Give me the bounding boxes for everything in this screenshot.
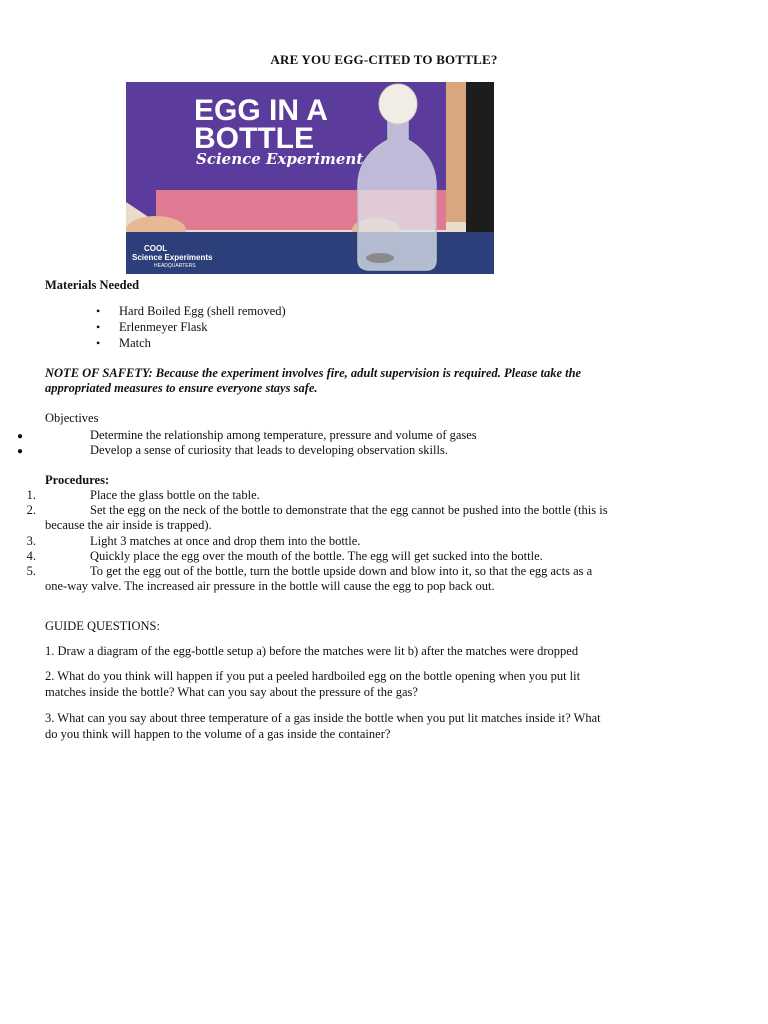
procedure-number: 4. <box>26 549 36 563</box>
safety-note-line1: NOTE OF SAFETY: Because the experiment involves fire, adult supervision is required. Please take the <box>45 366 582 380</box>
safety-note-line2: appropriated measures to ensure everyone stays safe. <box>45 381 318 395</box>
procedure-step: Quickly place the egg over the mouth of the bottle. The egg will get sucked into the bottle. <box>90 549 543 563</box>
material-item: Hard Boiled Egg (shell removed) <box>119 304 286 318</box>
bullet-icon: ● <box>17 446 24 457</box>
material-item: Erlenmeyer Flask <box>119 320 208 334</box>
procedure-number: 5. <box>26 564 36 578</box>
procedure-number: 3. <box>26 534 36 548</box>
guide-questions-heading: GUIDE QUESTIONS: <box>45 619 160 633</box>
bullet-icon: • <box>96 320 101 334</box>
bullet-icon: ● <box>17 431 24 442</box>
objective-item: Develop a sense of curiosity that leads to developing observation skills. <box>90 443 448 457</box>
guide-question-2-line2: matches inside the bottle? What can you say about the pressure of the gas? <box>45 685 418 699</box>
procedure-step-continued: because the air inside is trapped). <box>45 518 212 532</box>
logo-line2: Science Experiments <box>132 253 213 262</box>
hero-heading-line1: EGG IN A <box>194 94 328 127</box>
procedures-heading: Procedures: <box>45 473 110 487</box>
logo-line3: HEADQUARTERS <box>154 263 196 269</box>
guide-question-3-line2: do you think will happen to the volume of a gas inside the container? <box>45 727 391 741</box>
bullet-icon: • <box>96 336 101 350</box>
hero-subheading: Science Experiment <box>196 150 364 168</box>
procedure-number: 1. <box>26 488 36 502</box>
page-title: ARE YOU EGG-CITED TO BOTTLE? <box>270 52 498 67</box>
logo-line1: COOL <box>144 244 168 253</box>
hero-heading-line2: BOTTLE <box>194 122 314 155</box>
bullet-icon: • <box>96 304 101 318</box>
procedure-step: Light 3 matches at once and drop them into the bottle. <box>90 534 361 548</box>
cool-logo <box>132 244 212 271</box>
procedure-step: Place the glass bottle on the table. <box>90 488 260 502</box>
procedure-step: To get the egg out of the bottle, turn the bottle upside down and blow into it, so that the egg acts as a <box>90 564 593 578</box>
material-item: Match <box>119 336 151 350</box>
guide-question-1: 1. Draw a diagram of the egg-bottle setup a) before the matches were lit b) after the matches were dropped <box>45 644 579 658</box>
guide-question-2-line1: 2. What do you think will happen if you put a peeled hardboiled egg on the bottle opening when you put lit <box>45 669 581 683</box>
procedure-number: 2. <box>26 503 36 517</box>
objective-item: Determine the relationship among temperature, pressure and volume of gases <box>90 428 477 442</box>
egg-in-bottle-photo <box>126 82 494 274</box>
procedure-step: Set the egg on the neck of the bottle to demonstrate that the egg cannot be pushed into the bottle (this is <box>90 503 608 517</box>
objectives-heading: Objectives <box>45 411 99 425</box>
guide-question-3-line1: 3. What can you say about three temperature of a gas inside the bottle when you put lit matches inside it? What <box>45 711 601 725</box>
materials-heading: Materials Needed <box>45 278 140 292</box>
procedure-step-continued: one-way valve. The increased air pressure in the bottle will cause the egg to pop back out. <box>45 579 495 593</box>
